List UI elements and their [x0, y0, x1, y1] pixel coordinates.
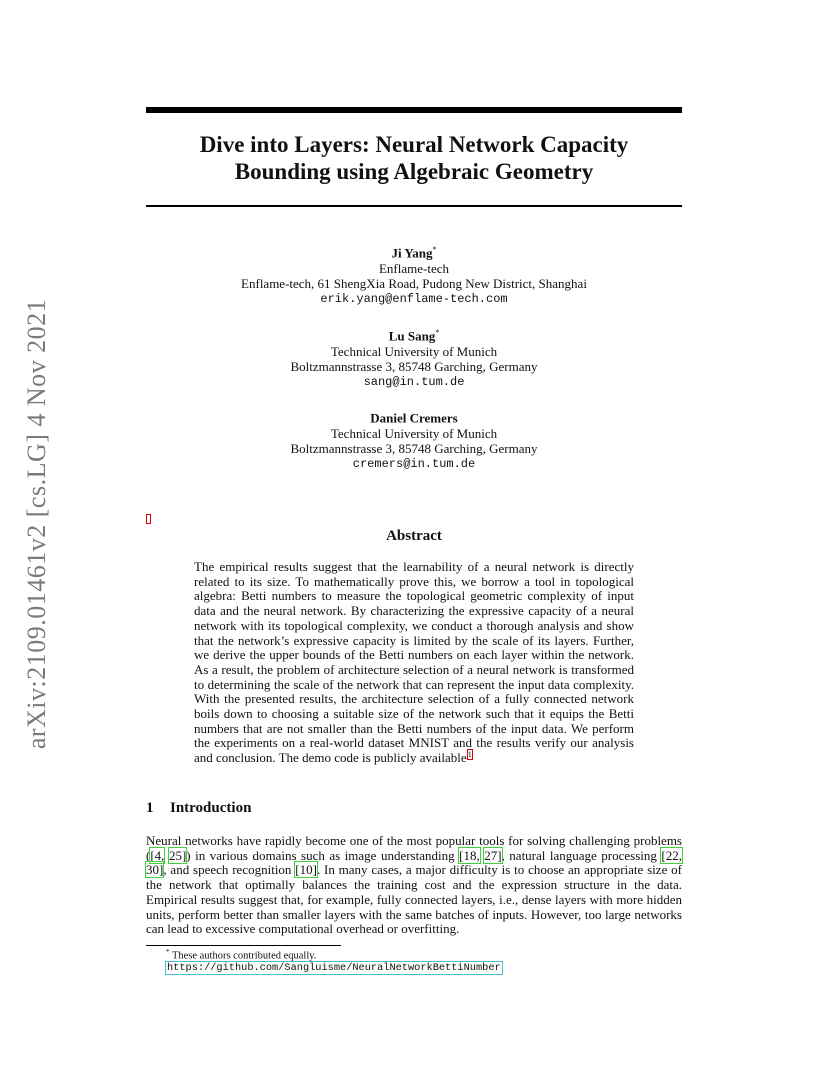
title-bottom-rule	[146, 205, 682, 207]
author-affiliation: Technical University of Munich	[330, 425, 498, 441]
citation-link[interactable]: [4,	[150, 847, 165, 863]
footnote-text: These authors contributed equally.	[171, 950, 317, 962]
intro-text: , and speech recognition	[163, 862, 296, 878]
author-name: Lu Sang	[388, 328, 436, 344]
intro-text: Neural networks have rapidly become one of the most popular tools for solving challenging problems (	[146, 833, 682, 863]
citation-link[interactable]: [18,	[459, 847, 480, 863]
introduction-paragraph	[146, 834, 682, 937]
author-email[interactable]: cremers@in.tum.de	[352, 456, 476, 471]
author-block-2	[146, 325, 682, 390]
citation-link[interactable]: [10]	[295, 862, 317, 878]
link-anchor-marker[interactable]	[146, 514, 151, 524]
title-top-rule	[146, 107, 682, 113]
footnote-rule	[146, 945, 341, 946]
citation-link[interactable]: 25]	[168, 847, 187, 863]
abstract-body	[194, 560, 634, 766]
citation-link[interactable]: 30]	[146, 862, 164, 878]
section-number: 1	[146, 800, 154, 816]
section-title: Introduction	[170, 800, 252, 816]
footnote-contribution	[166, 948, 316, 962]
author-affiliation: Enflame-tech	[378, 260, 449, 276]
author-address: Boltzmannstrasse 3, 85748 Garching, Germany	[290, 359, 538, 375]
citation-link[interactable]: 27]	[484, 847, 502, 863]
intro-text: ) in various domains such as image understanding	[186, 847, 460, 863]
author-name: Ji Yang	[391, 245, 433, 261]
author-email[interactable]: sang@in.tum.de	[363, 374, 465, 389]
abstract-heading: Abstract	[386, 528, 442, 544]
footnote-mark: *	[166, 948, 170, 956]
author-mark: *	[435, 328, 440, 337]
paper-title	[146, 131, 682, 185]
author-block-1	[146, 242, 682, 307]
author-address: Enflame-tech, 61 ShengXia Road, Pudong New District, Shanghai	[241, 276, 587, 292]
abstract-text: The empirical results suggest that the learnability of a neural network is directly related to its size. To mathematically prove this, we borrow a tool in topological algebra: Betti numbers to measure the topological geometric complexity of input data and the neural network. By characterizing the expressive capacity of a neural network with its topological complexity, we conduct a thorough analysis and show that the network’s expressive capacity is limited by the scale of its layers. Further, we derive the upper bounds of the Betti numbers on each layer within the network. As a result, the problem of architecture selection of a neural network is transformed to determining the scale of the network that can represent the input data complexity. With the presented results, the architecture selection of a fully connected network boils down to choosing a suitable size of the network such that it equips the Betti numbers that are not smaller than the Betti numbers of the input data. We perform the experiments on a real-world dataset MNIST and the results verify our analysis and conclusion. The demo code is publicly available	[194, 559, 634, 766]
author-name: Daniel Cremers	[370, 410, 458, 426]
footnote-code-url[interactable]: https://github.com/Sangluisme/NeuralNetworkBettiNumber	[167, 962, 501, 974]
title-line-1: Dive into Layers: Neural Network Capacity	[199, 132, 629, 157]
footnote-link-1[interactable]: 1	[467, 749, 472, 759]
intro-text: , natural language processing	[501, 847, 662, 863]
title-line-2: Bounding using Algebraic Geometry	[234, 159, 594, 184]
section-heading-introduction	[146, 800, 251, 817]
author-block-3	[146, 407, 682, 472]
intro-text: . In many cases, a major difficulty is to choose an appropriate size of the network that optimally balances the training cost and the expression structure in the data. Empirical results suggest that, for example, fully connected layers, i.e., dense layers with more hidden units, perform better than smaller layers with the same batches of inputs. However, too large networks can lead to excessive computational overhead or overfitting.	[146, 862, 682, 937]
author-mark: *	[432, 245, 437, 254]
arxiv-identifier: arXiv:2109.01461v2 [cs.LG] 4 Nov 2021	[22, 298, 51, 750]
citation-link[interactable]: [22,	[661, 847, 682, 863]
author-email[interactable]: erik.yang@enflame-tech.com	[320, 291, 508, 306]
author-address: Boltzmannstrasse 3, 85748 Garching, Germany	[290, 441, 538, 457]
author-affiliation: Technical University of Munich	[330, 343, 498, 359]
